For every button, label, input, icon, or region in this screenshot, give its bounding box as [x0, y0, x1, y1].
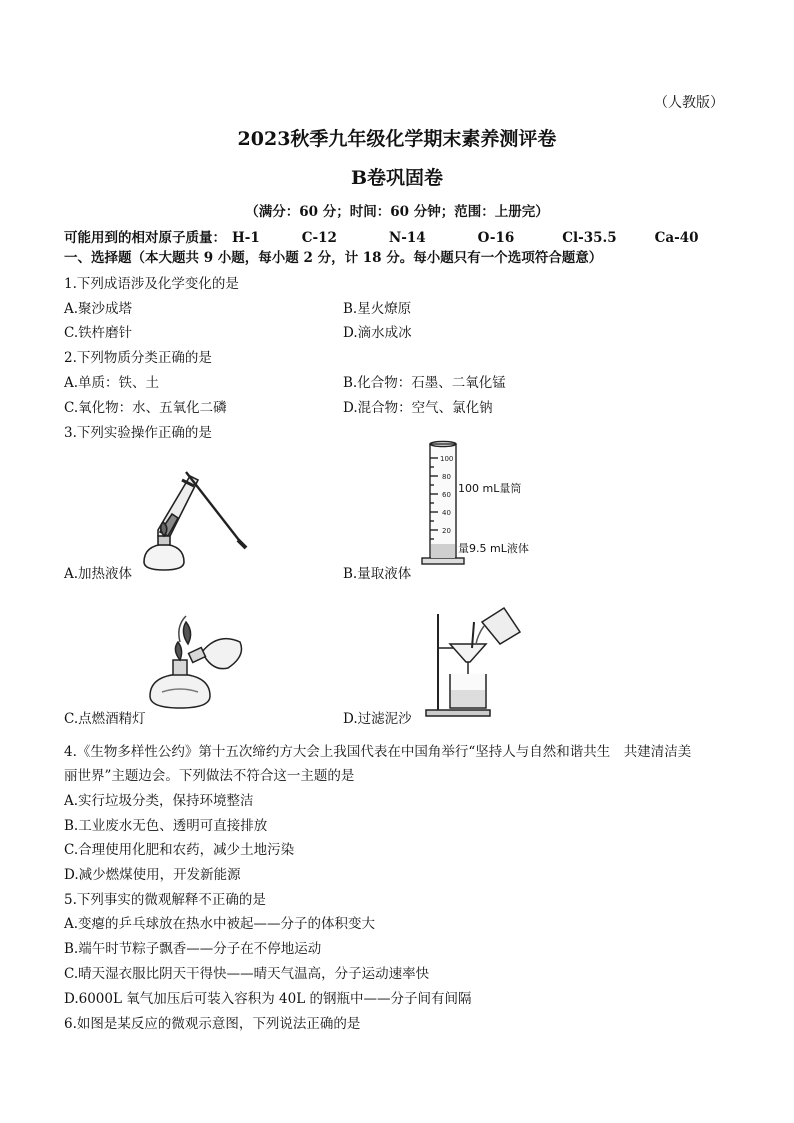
cylinder-tick-20: 20 — [442, 527, 451, 535]
q3-option-d: D.过滤泥沙 — [343, 711, 412, 727]
q5-option-b: B.端午时节粽子飘香——分子在不停地运动 — [64, 941, 322, 957]
atomic-mass-o: O-16 — [477, 230, 515, 246]
section-heading: 一、选择题（本大题共 9 小题，每小题 2 分，计 18 分。每小题只有一个选项符合题意） — [64, 250, 603, 266]
exam-info: （满分：60 分；时间：60 分钟；范围：上册完） — [245, 204, 549, 220]
q1-stem: 1.下列成语涉及化学变化的是 — [64, 276, 239, 292]
q2-option-d: D.混合物：空气、氯化钠 — [343, 400, 493, 416]
cylinder-tick-40: 40 — [442, 509, 451, 517]
q1-option-b: B.星火燎原 — [343, 301, 412, 317]
q2-stem: 2.下列物质分类正确的是 — [64, 350, 212, 366]
q4-option-b: B.工业废水无色、透明可直接排放 — [64, 818, 268, 834]
atomic-mass-cl: Cl-35.5 — [562, 230, 617, 246]
cylinder-tick-60: 60 — [442, 491, 451, 499]
q4-stem-line1: 4.《生物多样性公约》第十五次缔约方大会上我国代表在中国角举行“坚持人与自然和谐共生 共建清洁美 — [64, 744, 692, 760]
q2-option-a: A.单质：铁、土 — [64, 375, 160, 391]
q4-stem-line2: 丽世界”主题边会。下列做法不符合这一主题的是 — [64, 768, 355, 784]
q2-option-b: B.化合物：石墨、二氧化锰 — [343, 375, 506, 391]
exam-subtitle: B卷巩固卷 — [350, 167, 444, 189]
atomic-mass-n: N-14 — [388, 230, 426, 246]
q5-stem: 5.下列事实的微观解释不正确的是 — [64, 892, 266, 908]
q3-option-c: C.点燃酒精灯 — [64, 711, 146, 727]
q1-option-a: A.聚沙成塔 — [64, 301, 133, 317]
graduated-cylinder-figure — [418, 440, 578, 570]
exam-title: 2023秋季九年级化学期末素养测评卷 — [237, 128, 557, 150]
lighting-lamp-figure — [142, 612, 252, 716]
q1-option-d: D.滴水成冰 — [343, 325, 412, 341]
cylinder-tick-80: 80 — [442, 473, 451, 481]
q3-option-a: A.加热液体 — [64, 566, 133, 582]
q4-option-d: D.减少燃煤使用，开发新能源 — [64, 867, 241, 883]
cylinder-tick-100: 100 — [440, 455, 454, 463]
heating-liquid-figure — [130, 466, 250, 578]
q4-option-a: A.实行垃圾分类，保持环境整洁 — [64, 793, 254, 809]
cylinder-label: 100 mL量筒 — [458, 482, 522, 495]
atomic-mass-h: H-1 — [232, 230, 260, 246]
atomic-mass-line — [64, 226, 699, 246]
q2-option-c: C.氧化物：水、五氧化二磷 — [64, 400, 227, 416]
q1-option-c: C.铁杵磨针 — [64, 325, 133, 341]
q5-option-c: C.晴天湿衣服比阴天干得快——晴天气温高，分子运动速率快 — [64, 966, 430, 982]
q4-option-c: C.合理使用化肥和农药，减少土地污染 — [64, 842, 295, 858]
q3-stem: 3.下列实验操作正确的是 — [64, 425, 212, 441]
atomic-mass-c: C-12 — [301, 230, 337, 246]
q6-stem: 6.如图是某反应的微观示意图，下列说法正确的是 — [64, 1016, 361, 1032]
atomic-mass-ca: Ca-40 — [654, 230, 699, 246]
q5-option-d: D.6000L 氧气加压后可装入容积为 40L 的钢瓶中——分子间有间隔 — [64, 991, 472, 1007]
edition-label: （人教版） — [654, 95, 724, 111]
atomic-mass-label: 可能用到的相对原子质量： — [64, 230, 226, 246]
filtration-figure — [420, 604, 540, 720]
cylinder-reading: 量9.5 mL液体 — [458, 542, 529, 555]
q5-option-a: A.变瘪的乒乓球放在热水中被起——分子的体积变大 — [64, 916, 376, 932]
q3-option-b: B.量取液体 — [343, 566, 412, 582]
